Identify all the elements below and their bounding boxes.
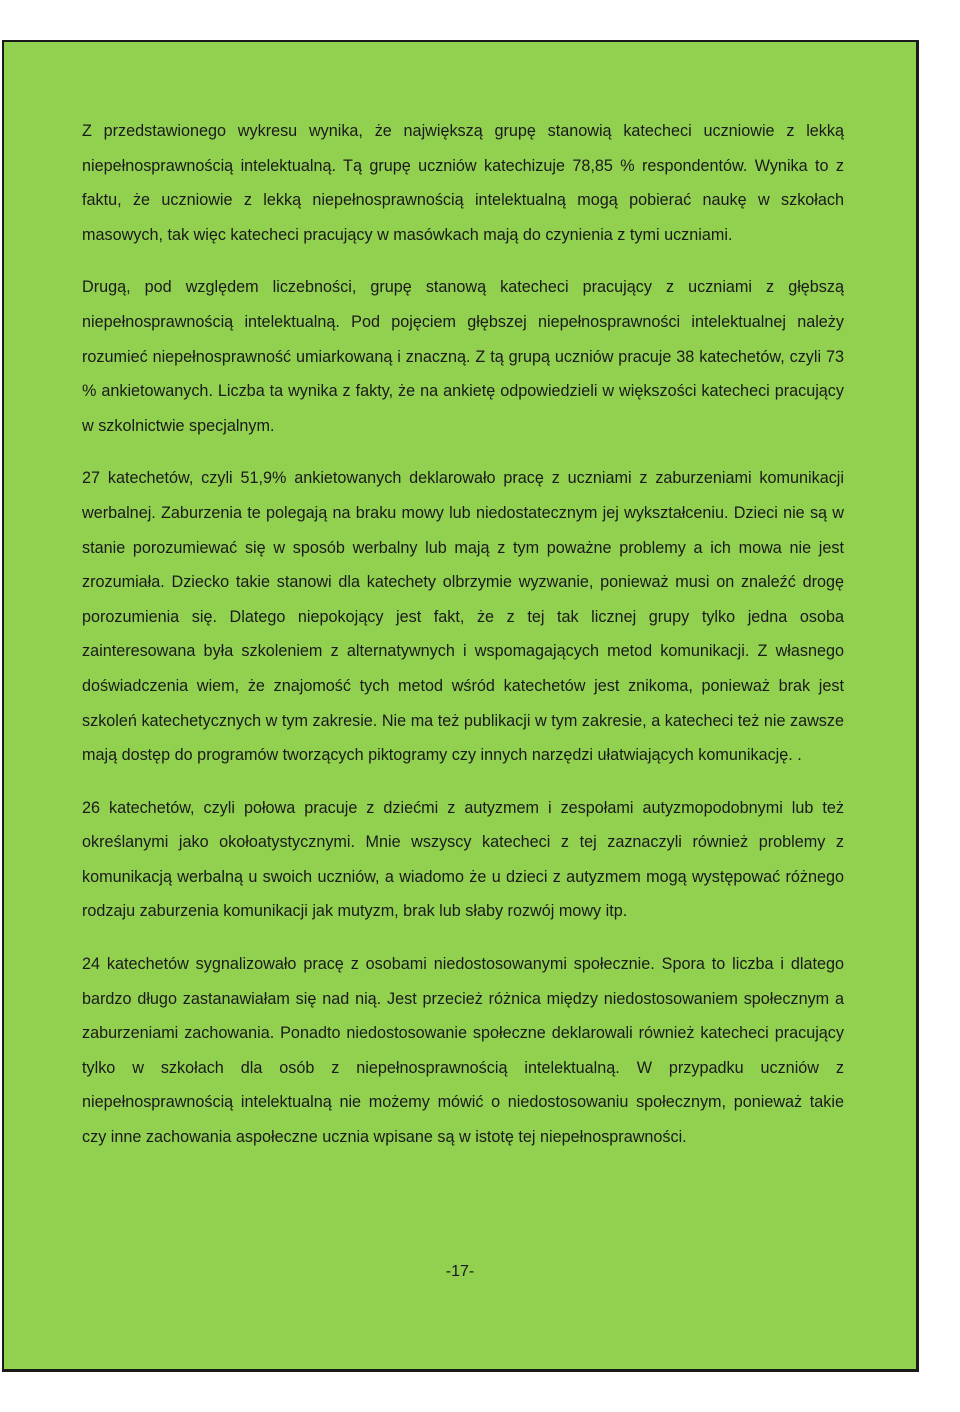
paragraph-4: 26 katechetów, czyli połowa pracuje z dziećmi z autyzmem i zespołami autyzmopodobnymi lub też określanymi jako okołoatystycznymi. Mnie wszyscy katecheci z tej zaznaczyli również problemy z komunikacją werbalną u swoich uczniów, a wiadomo że u dzieci z autyzmem mogą występować różnego rodzaju zaburzenia komunikacji jak mutyzm, brak lub słaby rozwój mowy itp. <box>82 798 844 921</box>
paragraph-1: Z przedstawionego wykresu wynika, że największą grupę stanowią katecheci uczniowie z lekką niepełnosprawnością intelektualną. Tą grupę uczniów katechizuje 78,85 % respondentów. Wynika to z faktu, że uczniowie z lekką niepełnosprawnością intelektualną mogą pobierać naukę w szkołach masowych, tak więc katecheci pracujący w masówkach mają do czynienia z tymi uczniami. <box>82 122 844 244</box>
paragraph-2: Drugą, pod względem liczebności, grupę stanową katecheci pracujący z uczniami z głębszą niepełnosprawnością intelektualną. Pod pojęciem głębszej niepełnosprawności intelektualnej należy rozumieć niepełnosprawność umiarkowaną i znaczną. Z tą grupą uczniów pracuje 38 katechetów, czyli 73 % ankietowanych. Liczba ta wynika z fakty, że na ankietę odpowiedzieli w większości katecheci pracujący w szkolnictwie specjalnym. <box>82 278 844 435</box>
document-body <box>82 114 844 1173</box>
paragraph-3: 27 katechetów, czyli 51,9% ankietowanych deklarowało pracę z uczniami z zaburzeniami komunikacji werbalnej. Zaburzenia te polegają na braku mowy lub niedostatecznym jej wykształceniu. Dzieci nie są w stanie porozumiewać się w sposób werbalny lub mają z tym poważne problemy a ich mowa nie jest zrozumiała. Dziecko takie stanowi dla katechety olbrzymie wyzwanie, ponieważ musi on znaleźć drogę porozumienia się. Dlatego niepokojący jest fakt, że z tej tak licznej grupy tylko jedna osoba zainteresowana była szkoleniem z alternatywnych i wspomagających metod komunikacji. Z własnego doświadczenia wiem, że znajomość tych metod wśród katechetów jest znikoma, ponieważ brak jest szkoleń katechetycznych w tym zakresie. Nie ma też publikacji w tym zakresie, a katecheci też nie zawsze mają dostęp do programów tworzących piktogramy czy innych narzędzi ułatwiających komunikację. . <box>82 469 844 765</box>
document-page <box>2 40 919 1372</box>
paragraph-5: 24 katechetów sygnalizowało pracę z osobami niedostosowanymi społecznie. Spora to liczba i dlatego bardzo długo zastanawiałam się nad nią. Jest przecież różnica między niedostosowaniem społecznym a zaburzeniami zachowania. Ponadto niedostosowanie społeczne deklarowali również katecheci pracujący tylko w szkołach dla osób z niepełnosprawnością intelektualną. W przypadku uczniów z niepełnosprawnością intelektualną nie możemy mówić o niedostosowaniu społecznym, ponieważ takie czy inne zachowania aspołeczne ucznia wpisane są w istotę tej niepełnosprawności. <box>82 955 844 1147</box>
page-number: -17- <box>445 1263 475 1280</box>
